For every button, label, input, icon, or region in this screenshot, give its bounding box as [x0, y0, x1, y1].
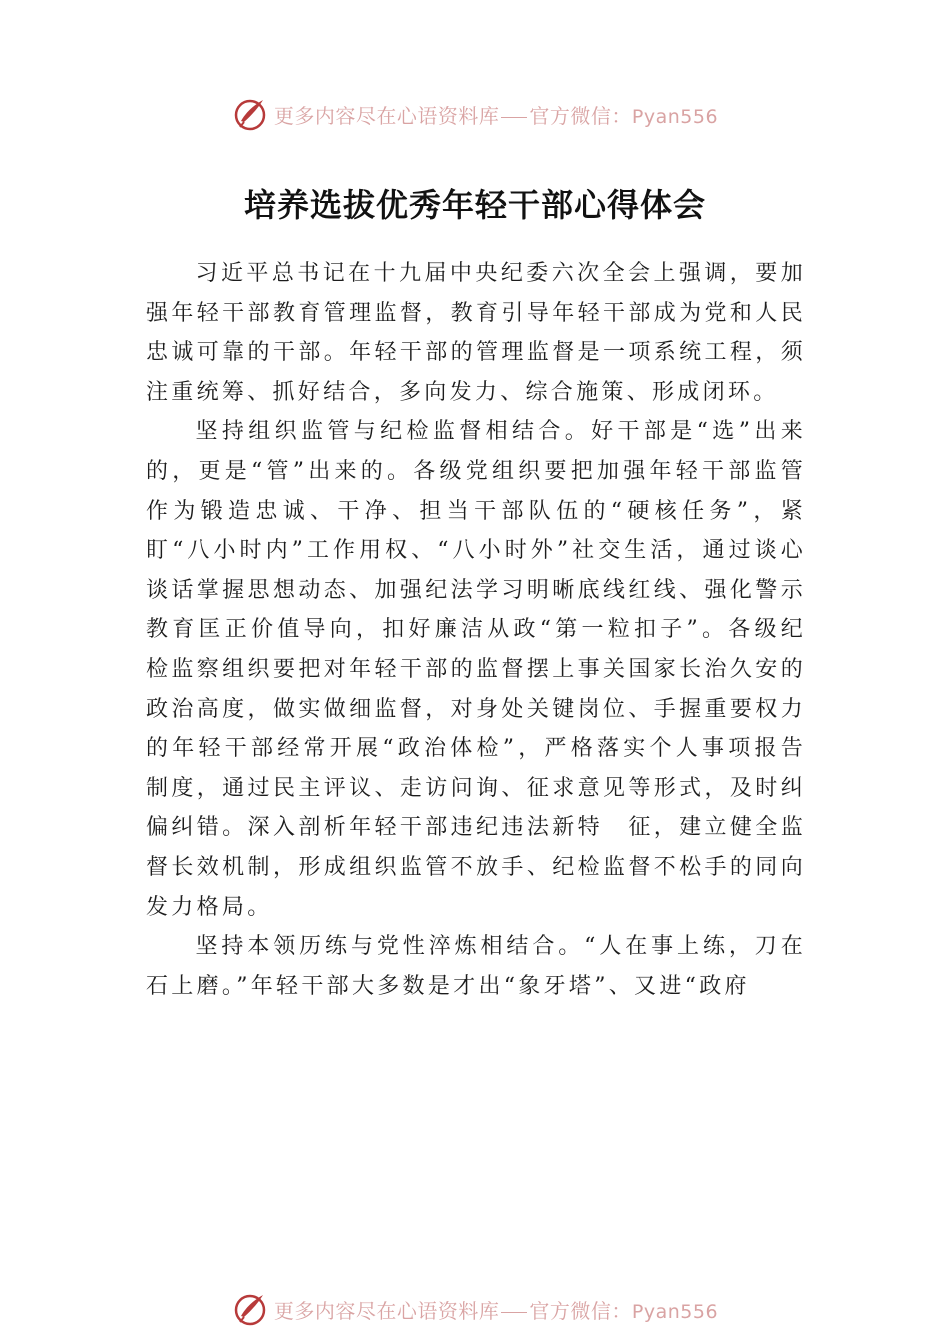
watermark-separator [501, 117, 527, 118]
paragraph-2: 坚持组织监管与纪检监督相结合。好干部是“选”出来的，更是“管”出来的。各级党组织要把加强年轻干部监管作为锻造忠诚、干净、担当干部队伍的“硬核任务”，紧盯“八小时内”工作用权、“八小时外”社交生活，通过谈心谈话掌握思想动态、加强纪法学习明晰底线红线、强化警示教育匡正价值导向，扣好廉洁从政“第一粒扣子”。各级纪检监察组织要把对年轻干部的监督摆上事关国家长治久安的政治高度，做实做细监督，对身处关键岗位、手握重要权力的年轻干部经常开展“政治体检”，严格落实个人事项报告制度，通过民主评议、走访问询、征求意见等形式，及时纠偏纠错。深入剖析年轻干部违纪违法新特 征，建立健全监督长效机制，形成组织监管不放手、纪检监督不松手的同向发力格局。 [146, 419, 806, 920]
header-watermark [0, 96, 950, 132]
document-body [146, 254, 806, 1006]
document-title: 培养选拔优秀年轻干部心得体会 [243, 186, 706, 224]
watermark-text: 更多内容尽在心语资料库 官方微信：Pyan556 [273, 103, 719, 128]
footer-watermark [0, 1291, 950, 1327]
watermark-text: 更多内容尽在心语资料库 官方微信：Pyan556 [273, 1298, 719, 1323]
paragraph-3: 坚持本领历练与党性淬炼相结合。“人在事上练，刀在石上磨。”年轻干部大多数是才出“象牙塔”、又进“政府 [146, 934, 806, 999]
quill-logo-icon [232, 96, 268, 132]
watermark-separator [501, 1312, 527, 1313]
paragraph-1: 习近平总书记在十九届中央纪委六次全会上强调，要加强年轻干部教育管理监督，教育引导年轻干部成为党和人民忠诚可靠的干部。年轻干部的管理监督是一项系统工程，须注重统筹、抓好结合，多向发力、综合施策、形成闭环。 [146, 261, 806, 405]
quill-logo-icon [232, 1291, 268, 1327]
